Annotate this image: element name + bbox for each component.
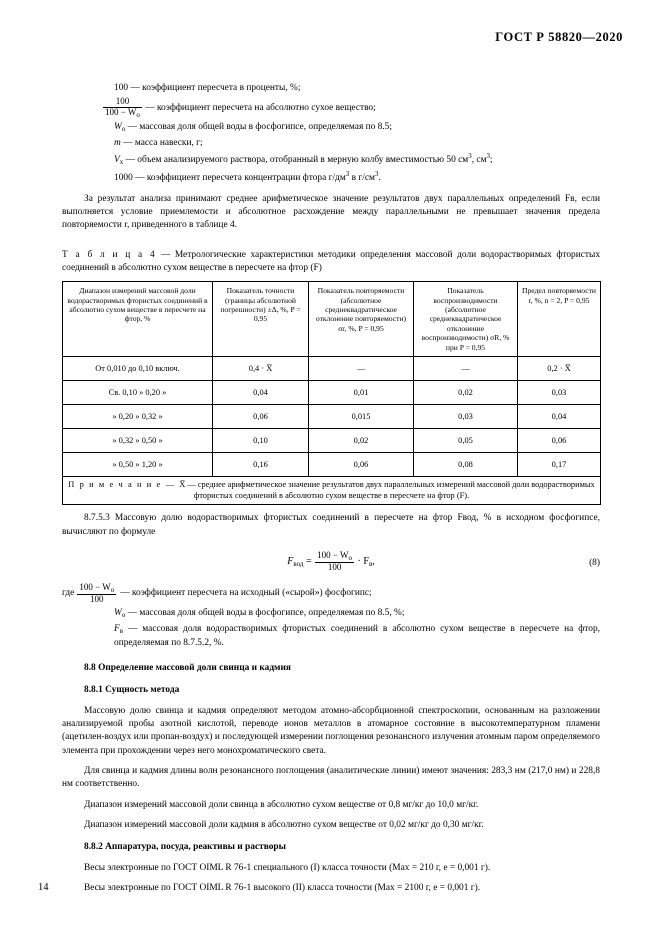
- where-label: где: [62, 588, 75, 599]
- paragraph-882-2: Весы электронные по ГОСТ OIML R 76-1 высокого (II) класса точности (Max = 2100 г, e = 0,001 г).: [84, 883, 481, 894]
- formula-8: [62, 551, 600, 573]
- definition-symbol: W: [114, 122, 122, 133]
- definition-symbol: 1000: [114, 173, 133, 184]
- column-header-repeat-limit: Предел повторяемости r, %, n = 2, P = 0,95: [518, 282, 601, 357]
- formula-expression: $F_{вод}$ = $\frac{100 - W_о}{100}$ · $F_в$,: [287, 550, 375, 573]
- cell-reproducibility: 0,02: [414, 381, 518, 405]
- where-text: — массовая доля водорастворимых фтористых соединений в абсолютно сухом веществе в пересчете на фтор, определяемая по 8.7.5.2, %.: [114, 623, 600, 648]
- cell-accuracy: 0,04: [213, 381, 309, 405]
- cell-repeat-limit: 0,06: [518, 429, 601, 453]
- cell-range: » 0,50 » 1,20 »: [63, 453, 213, 477]
- paragraph-882-1: Весы электронные по ГОСТ OIML R 76-1 специального (I) класса точности (Max = 210 г, e = 0,001 г).: [84, 862, 491, 873]
- cell-accuracy: 0,06: [213, 405, 309, 429]
- definition-text: — коэффициент пересчета на абсолютно сухое вещество;: [145, 103, 376, 114]
- definition-item: $V_х$ — объем анализируемого раствора, отобранный в мерную колбу вместимостью 50 $см^3$, $см^3$;: [114, 152, 493, 167]
- table-row: [63, 429, 601, 453]
- table-row: [63, 405, 601, 429]
- paragraph-881-4: Диапазон измерений массовой доли кадмия в абсолютно сухом веществе от 0,02 мг/кг до 0,30 мг/кг.: [84, 819, 484, 830]
- fraction-denominator: 100: [90, 594, 104, 605]
- page-header: ГОСТ Р 58820—2020: [495, 30, 623, 44]
- cell-reproducibility: 0,03: [414, 405, 518, 429]
- cell-reproducibility: —: [414, 357, 518, 381]
- conversion-fraction: [103, 97, 142, 119]
- column-header-repeatability: Показатель повторяемости (абсолютное среднеквадратическое отклонение повторяемости) σr, %, P = 0,95: [309, 282, 414, 357]
- where-fraction: [77, 583, 116, 605]
- cell-repeatability: 0,02: [309, 429, 414, 453]
- formula-fraction: [315, 551, 354, 573]
- table-note-row: [63, 477, 601, 505]
- where-text: — коэффициент пересчета на исходный («сырой») фосфогипс;: [120, 588, 372, 599]
- table-note-text: X̅ — среднее арифметическое значение результатов двух параллельных измерений массовой доли водорастворимых фтористых соединений в абсолютно сухом веществе в пересчете на фтор (F).: [179, 480, 595, 500]
- table-row: [63, 381, 601, 405]
- section-heading-882: 8.8.2 Аппаратура, посуда, реактивы и растворы: [84, 842, 286, 853]
- definition-item: [62, 82, 600, 95]
- page-number: 14: [38, 882, 49, 893]
- where-symbol: W: [114, 607, 122, 618]
- cell-reproducibility: 0,05: [414, 429, 518, 453]
- cell-repeatability: —: [309, 357, 414, 381]
- metrology-table: [62, 281, 601, 505]
- cell-accuracy: 0,16: [213, 453, 309, 477]
- table-row: [63, 453, 601, 477]
- formula-number: (8): [589, 558, 600, 569]
- cell-range: » 0,20 » 0,32 »: [63, 405, 213, 429]
- column-header-accuracy: Показатель точности (границы абсолютной погрешности) ±Δ, %, P = 0,95: [213, 282, 309, 357]
- cell-accuracy: 0,10: [213, 429, 309, 453]
- paragraph-881-1: Массовую долю свинца и кадмия определяют методом атомно-абсорбционной спектроскопии, основанным на разложении анализируемой пробы азотной кислотой, переводе ионов металлов в атомарное состояние в высокотемпературном пламени (ацетилен-воздух или пропан-воздух) и последующей измерении поглощения резонансного излучения атомным паром определяемого элемента при прохождении через него монохроматического света.: [62, 705, 600, 756]
- where-symbol: F: [114, 623, 120, 634]
- definition-symbol: V: [114, 155, 120, 166]
- page-content: [62, 80, 600, 895]
- cell-range: От 0,010 до 0,10 включ.: [63, 357, 213, 381]
- definition-text: — коэффициент пересчета в проценты, %;: [130, 83, 301, 93]
- table-header-row: [63, 282, 601, 357]
- cell-repeat-limit: 0,17: [518, 453, 601, 477]
- table-note: [63, 477, 601, 505]
- definition-symbol: 100: [114, 83, 129, 93]
- definition-item: [62, 170, 600, 185]
- definition-item: [62, 137, 600, 150]
- paragraph-881-2: Для свинца и кадмия длины волн резонансного поглощения (аналитические линии) имеют значения: 283,3 нм (217,0 нм) и 228,8 нм соответственно.: [62, 765, 600, 790]
- cell-repeat-limit: 0,03: [518, 381, 601, 405]
- cell-repeatability: 0,01: [309, 381, 414, 405]
- cell-repeatability: 0,06: [309, 453, 414, 477]
- cell-range: » 0,32 » 0,50 »: [63, 429, 213, 453]
- definitions-list: [62, 82, 600, 186]
- definition-symbol: m: [114, 138, 121, 149]
- section-heading-881: 8.8.1 Сущность метода: [84, 685, 180, 696]
- table-caption-text: — Метрологические характеристики методики определения массовой доли водорастворимых фтористых соединений в абсолютно сухом веществе в пересчете на фтор (F): [62, 249, 601, 273]
- fraction-numerator: 100: [103, 97, 142, 107]
- section-heading-88: 8.8 Определение массовой доли свинца и кадмия: [84, 662, 291, 673]
- result-paragraph: За результат анализа принимают среднее арифметическое значение результатов двух параллельных определений Fв, если выполняется условие приемлемости и абсолютное расхождение между параллельными не превышает значения предела повторяемости r, приведенного в таблице 4.: [62, 193, 600, 231]
- fraction-denominator: $100 - W_о$: [105, 106, 140, 119]
- where-text: — массовая доля общей воды в фосфогипсе, определяемая по 8.5, %;: [127, 607, 405, 618]
- definition-item: $W_о$ — массовая доля общей воды в фосфогипсе, определяемая по 8.5;: [114, 122, 392, 134]
- where-item: $F_в$ — массовая доля водорастворимых фтористых соединений в абсолютно сухом веществе в пересчете на фтор, определяемая по 8.7.5.2, %.: [114, 623, 600, 648]
- fraction-numerator: $100 - W_о$: [79, 581, 115, 594]
- table-caption: [62, 249, 600, 275]
- definition-item: [62, 97, 600, 119]
- table-note-label: П р и м е ч а н и е —: [68, 480, 180, 490]
- column-header-range: Диапазон измерений массовой доли водорастворимых фтористых соединений в абсолютно сухом веществе в пересчете на фтор, %: [63, 282, 213, 357]
- clause-8753: 8.7.5.3 Массовую долю водорастворимых фтористых соединений в пересчете на фтор Fвод, % в исходном фосфогипсе, вычисляют по формуле: [62, 513, 600, 537]
- fraction-numerator: $100 - W_о$: [317, 550, 353, 563]
- cell-reproducibility: 0,08: [414, 453, 518, 477]
- cell-range: Св. 0,10 » 0,20 »: [63, 381, 213, 405]
- where-item: $W_о$ — массовая доля общей воды в фосфогипсе, определяемая по 8.5, %;: [114, 607, 405, 619]
- where-line: [62, 583, 600, 605]
- definition-text: — массовая доля общей воды в фосфогипсе, определяемая по 8.5;: [127, 122, 392, 133]
- cell-repeatability: 0,015: [309, 405, 414, 429]
- cell-accuracy: 0,4 · X̅: [213, 357, 309, 381]
- fraction-denominator: 100: [327, 562, 342, 573]
- definition-text: — объем анализируемого раствора, отобранный в мерную колбу вместимостью 50 $см^3$, $см^3$;: [125, 152, 493, 166]
- table-row: [63, 357, 601, 381]
- definition-text: — масса навески, г;: [123, 138, 203, 149]
- definition-text: — коэффициент пересчета концентрации фтора $г/дм^3$ в $г/см^3$.: [135, 170, 381, 184]
- paragraph-881-3: Диапазон измерений массовой доли свинца в абсолютно сухом веществе от 0,8 мг/кг до 10,0 мг/кг.: [84, 799, 479, 810]
- cell-repeat-limit: 0,04: [518, 405, 601, 429]
- table-caption-label: Т а б л и ц а 4: [62, 249, 157, 260]
- cell-repeat-limit: 0,2 · X̅: [518, 357, 601, 381]
- column-header-reproducibility: Показатель воспроизводимости (абсолютное среднеквадратическое отклонение воспроизводимости) σR, % при P = 0,95: [414, 282, 518, 357]
